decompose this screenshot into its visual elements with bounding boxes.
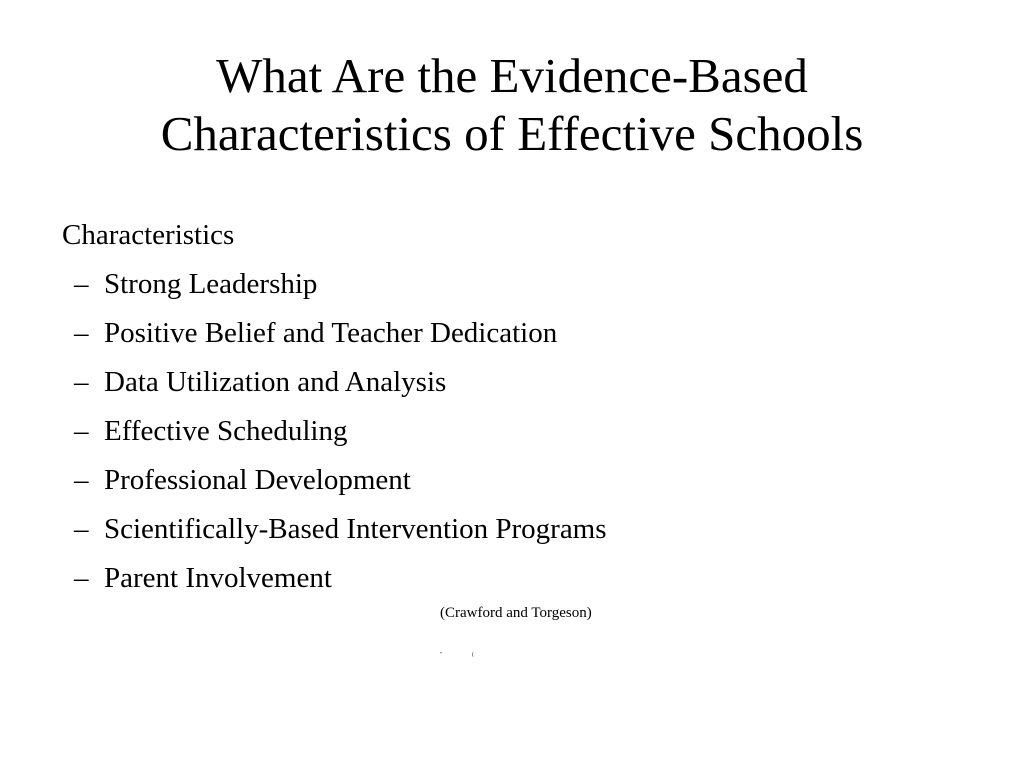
characteristic-label: Parent Involvement bbox=[104, 562, 332, 594]
characteristic-item-positive-belief bbox=[74, 315, 607, 364]
dash-bullet-icon: – bbox=[74, 317, 89, 349]
characteristic-label: Data Utilization and Analysis bbox=[104, 366, 447, 398]
characteristic-item-effective-scheduling bbox=[74, 413, 607, 462]
dash-bullet-icon: – bbox=[74, 562, 89, 594]
tiny-mark-quote: " bbox=[440, 652, 443, 658]
characteristic-label: Positive Belief and Teacher Dedication bbox=[104, 317, 558, 349]
dash-bullet-icon: – bbox=[74, 464, 89, 496]
dash-bullet-icon: – bbox=[74, 268, 89, 300]
characteristic-label: Professional Development bbox=[104, 464, 411, 496]
characteristics-list bbox=[74, 266, 607, 609]
characteristic-label: Scientifically-Based Intervention Programs bbox=[104, 513, 607, 545]
characteristic-item-intervention-programs bbox=[74, 511, 607, 560]
tiny-residual-marks bbox=[440, 651, 502, 659]
characteristic-label: Strong Leadership bbox=[104, 268, 318, 300]
characteristic-item-parent-involvement bbox=[74, 560, 607, 609]
tiny-mark-paren: ( bbox=[471, 652, 474, 658]
dash-bullet-icon: – bbox=[74, 415, 89, 447]
characteristics-heading: Characteristics bbox=[62, 219, 235, 251]
slide-title-line-2: Characteristics of Effective Schools bbox=[160, 105, 864, 161]
dash-bullet-icon: – bbox=[74, 366, 89, 398]
slide-title bbox=[0, 47, 1024, 163]
source-citation: (Crawford and Torgeson) bbox=[440, 605, 592, 621]
characteristic-item-strong-leadership bbox=[74, 266, 607, 315]
slide-title-line-1: What Are the Evidence-Based bbox=[216, 47, 808, 103]
dash-bullet-icon: – bbox=[74, 513, 89, 545]
characteristic-item-professional-development bbox=[74, 462, 607, 511]
characteristic-label: Effective Scheduling bbox=[104, 415, 348, 447]
characteristic-item-data-utilization bbox=[74, 364, 607, 413]
